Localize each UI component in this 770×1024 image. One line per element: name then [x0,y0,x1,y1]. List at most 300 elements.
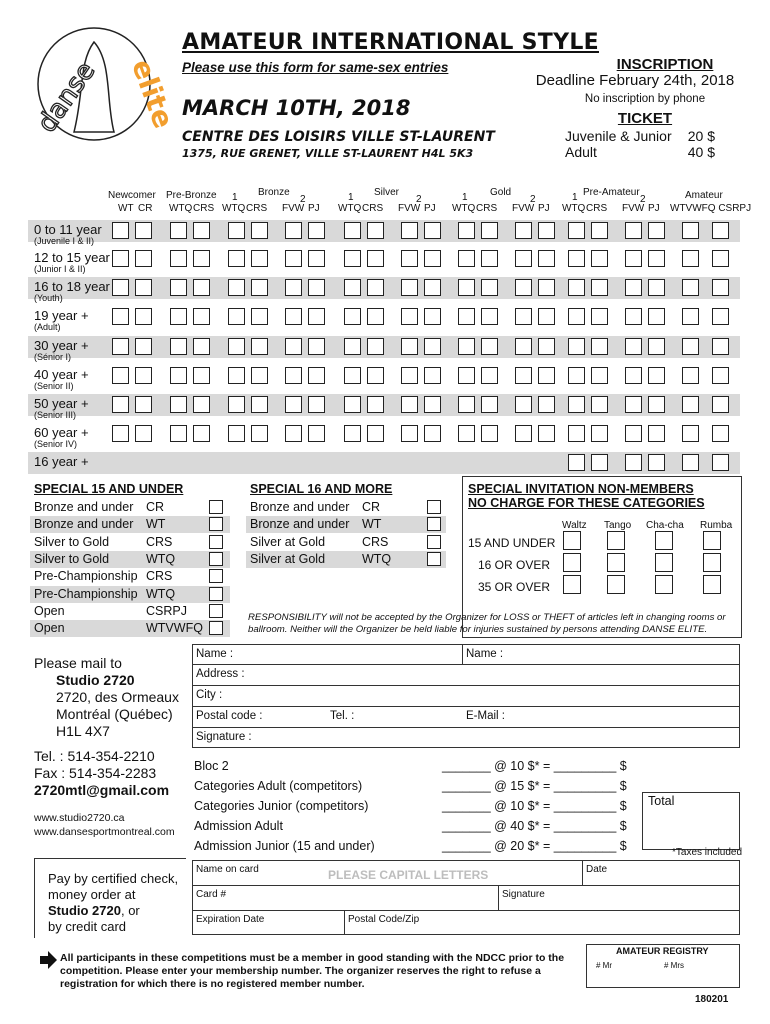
category-checkbox[interactable] [228,222,245,239]
special15-code: WTQ [146,586,176,601]
category-checkbox[interactable] [515,279,532,296]
level-2-label: 2 [300,194,306,205]
no-phone-note: No inscription by phone [584,93,706,105]
category-checkbox[interactable] [135,338,152,355]
category-checkbox[interactable] [367,367,384,384]
special15-label: Pre-Championship [34,586,138,601]
category-checkbox[interactable] [568,367,585,384]
age-row-label [34,222,102,246]
category-checkbox[interactable] [648,396,665,413]
category-checkbox[interactable] [401,222,418,239]
category-checkbox[interactable] [625,367,642,384]
category-checkbox[interactable] [135,425,152,442]
special16-code: CRS [362,534,389,549]
bloc-label: Admission Adult [194,819,283,833]
age-label: 50 year + [34,396,89,411]
category-checkbox[interactable] [424,425,441,442]
category-checkbox[interactable] [538,308,555,325]
category-checkbox[interactable] [228,250,245,267]
age-row-label [34,367,89,391]
ticket-title: TICKET [617,110,673,127]
category-checkbox[interactable] [112,250,129,267]
category-checkbox[interactable] [193,308,210,325]
category-checkbox[interactable] [712,338,729,355]
category-checkbox[interactable] [228,338,245,355]
category-checkbox[interactable] [401,338,418,355]
invitation-checkbox[interactable] [703,575,721,594]
category-checkbox[interactable] [308,367,325,384]
category-checkbox[interactable] [568,396,585,413]
category-checkbox[interactable] [251,308,268,325]
registry-mrs[interactable]: # Mrs [664,961,684,970]
special15-code: WTVWFQ [146,621,203,636]
category-checkbox[interactable] [591,425,608,442]
special15-checkbox[interactable] [209,587,223,601]
category-checkbox[interactable] [625,396,642,413]
level-1-label: 1 [348,192,354,203]
category-checkbox[interactable] [367,279,384,296]
category-checkbox[interactable] [401,396,418,413]
col-wtq: WTQ [222,203,246,214]
category-checkbox[interactable] [568,250,585,267]
invitation-checkbox[interactable] [655,531,673,550]
category-checkbox[interactable] [424,308,441,325]
special15-checkbox[interactable] [209,621,223,635]
col-fvw: FVW [622,203,645,214]
dance-label: Rumba [700,520,733,531]
special15-label: Open [34,603,65,618]
category-checkbox[interactable] [112,396,129,413]
card-number-field[interactable]: Card # [196,889,227,900]
category-checkbox[interactable] [308,250,325,267]
category-checkbox[interactable] [538,367,555,384]
special15-label: Bronze and under [34,517,134,532]
category-checkbox[interactable] [424,338,441,355]
category-checkbox[interactable] [344,308,361,325]
category-checkbox[interactable] [515,396,532,413]
mail-addr1: 2720, des Ormeaux [56,689,179,705]
age-category: (Senior II) [34,381,74,391]
category-checkbox[interactable] [568,338,585,355]
bloc-calc[interactable]: _______ @ 20 $* = _________ $ [442,839,627,853]
category-checkbox[interactable] [625,308,642,325]
category-checkbox[interactable] [367,250,384,267]
special16-title: SPECIAL 16 AND MORE [250,482,393,496]
category-checkbox[interactable] [112,338,129,355]
special16-checkbox[interactable] [427,517,441,531]
category-checkbox[interactable] [458,425,475,442]
category-checkbox[interactable] [515,222,532,239]
category-checkbox[interactable] [367,425,384,442]
category-checkbox[interactable] [401,425,418,442]
postal-zip-field[interactable]: Postal Code/Zip [348,914,420,925]
category-checkbox[interactable] [712,222,729,239]
category-checkbox[interactable] [135,396,152,413]
category-checkbox[interactable] [285,367,302,384]
category-checkbox[interactable] [285,425,302,442]
category-checkbox[interactable] [344,222,361,239]
category-checkbox[interactable] [193,279,210,296]
invitation-checkbox[interactable] [655,575,673,594]
col-crs: CRS [246,203,268,214]
category-checkbox[interactable] [458,367,475,384]
category-checkbox[interactable] [193,425,210,442]
age-category: (Juvenile I & II) [34,236,95,246]
category-checkbox[interactable] [712,367,729,384]
category-checkbox[interactable] [625,222,642,239]
category-checkbox[interactable] [591,308,608,325]
category-checkbox[interactable] [458,338,475,355]
col-fvw: FVW [282,203,305,214]
invitation-row-label: 15 AND UNDER [468,536,556,550]
category-checkbox[interactable] [568,454,585,471]
category-checkbox[interactable] [515,308,532,325]
invitation-checkbox[interactable] [607,531,625,550]
svg-text:elite: elite [125,54,181,133]
membership-notice: All participants in these competitions must be a member in good standing with the NDCC prior to the competition. Please enter your membership number. The organizer reserves the right to refuse a registration for which there is no registered member number. [60,952,565,990]
deadline: Deadline February 24th, 2018 [535,72,735,89]
age-row-label [34,396,89,420]
category-checkbox[interactable] [538,279,555,296]
invitation-checkbox[interactable] [563,531,581,550]
category-checkbox[interactable] [401,279,418,296]
category-checkbox[interactable] [112,367,129,384]
name-field-2[interactable]: Name : [466,648,504,660]
category-checkbox[interactable] [458,279,475,296]
category-checkbox[interactable] [538,338,555,355]
taxes-note: *Taxes included [672,847,743,858]
category-checkbox[interactable] [112,425,129,442]
category-checkbox[interactable] [170,396,187,413]
category-checkbox[interactable] [251,279,268,296]
category-checkbox[interactable] [712,308,729,325]
category-checkbox[interactable] [344,396,361,413]
address-field[interactable]: Address : [196,668,245,680]
invitation-checkbox[interactable] [703,553,721,572]
special15-checkbox[interactable] [209,604,223,618]
special15-checkbox[interactable] [209,535,223,549]
category-checkbox[interactable] [481,279,498,296]
category-checkbox[interactable] [712,425,729,442]
category-checkbox[interactable] [285,279,302,296]
special15-checkbox[interactable] [209,500,223,514]
category-checkbox[interactable] [193,367,210,384]
category-checkbox[interactable] [285,308,302,325]
pay-line3: Studio 2720, or [48,903,140,918]
category-checkbox[interactable] [112,222,129,239]
capitals-hint: PLEASE CAPITAL LETTERS [328,868,489,882]
category-checkbox[interactable] [625,425,642,442]
signature-field[interactable]: Signature : [196,731,252,743]
age-category: (Senior IV) [34,439,78,449]
name-on-card-field[interactable]: Name on card [196,864,259,875]
svg-text:danse: danse [31,56,102,139]
category-checkbox[interactable] [458,250,475,267]
mail-addr2: Montréal (Québec) [56,706,173,722]
category-checkbox[interactable] [135,279,152,296]
category-checkbox[interactable] [648,279,665,296]
special15-checkbox[interactable] [209,552,223,566]
email-field[interactable]: E-Mail : [466,710,505,722]
special15-checkbox[interactable] [209,569,223,583]
category-checkbox[interactable] [625,279,642,296]
category-checkbox[interactable] [135,367,152,384]
category-checkbox[interactable] [424,367,441,384]
category-checkbox[interactable] [568,279,585,296]
category-checkbox[interactable] [367,338,384,355]
category-checkbox[interactable] [568,425,585,442]
category-checkbox[interactable] [344,279,361,296]
group-newcomer: Newcomer [108,190,156,201]
category-checkbox[interactable] [712,279,729,296]
category-checkbox[interactable] [648,308,665,325]
category-checkbox[interactable] [682,250,699,267]
category-checkbox[interactable] [285,222,302,239]
category-checkbox[interactable] [112,279,129,296]
col-fvw: FVW [398,203,421,214]
special16-label: Bronze and under [250,517,350,532]
special16-checkbox[interactable] [427,552,441,566]
special16-label: Silver at Gold [250,551,326,566]
tel-field[interactable]: Tel. : [330,710,355,722]
total-label: Total [648,794,675,808]
category-checkbox[interactable] [458,222,475,239]
invitation-checkbox[interactable] [607,575,625,594]
category-checkbox[interactable] [682,338,699,355]
category-checkbox[interactable] [308,425,325,442]
category-checkbox[interactable] [367,308,384,325]
category-checkbox[interactable] [251,396,268,413]
responsibility-note: RESPONSIBILITY will not be accepted by the Organizer for LOSS or THEFT of articles left in changing rooms or ballroom. Neither will the Organizer be held liable for injuries sustained by persons attending DANSE ELITE. [248,612,726,635]
category-checkbox[interactable] [228,279,245,296]
category-checkbox[interactable] [228,367,245,384]
category-checkbox[interactable] [170,367,187,384]
ticket-label: Juvenile & Junior [565,128,672,144]
category-checkbox[interactable] [515,338,532,355]
category-checkbox[interactable] [135,250,152,267]
date-field[interactable]: Date [586,864,608,875]
category-checkbox[interactable] [625,338,642,355]
age-row-label [34,454,89,469]
expiration-field[interactable]: Expiration Date [196,914,265,925]
category-checkbox[interactable] [424,222,441,239]
category-checkbox[interactable] [193,250,210,267]
invitation-title-2: NO CHARGE FOR THESE CATEGORIES [468,496,705,510]
special15-label: Silver to Gold [34,534,110,549]
group-silver: Silver [374,187,400,198]
city-field[interactable]: City : [196,689,223,701]
category-checkbox[interactable] [481,222,498,239]
invitation-checkbox[interactable] [563,553,581,572]
mail-web1: www.studio2720.ca [34,812,125,824]
category-checkbox[interactable] [591,279,608,296]
category-checkbox[interactable] [682,396,699,413]
category-checkbox[interactable] [285,396,302,413]
age-category: (Junior I & II) [34,264,86,274]
category-checkbox[interactable] [648,425,665,442]
category-checkbox[interactable] [193,396,210,413]
col-crs: CRS [362,203,384,214]
category-checkbox[interactable] [568,308,585,325]
special16-checkbox[interactable] [427,500,441,514]
category-checkbox[interactable] [648,222,665,239]
category-checkbox[interactable] [170,279,187,296]
col-crs: CRS [193,203,215,214]
category-checkbox[interactable] [344,250,361,267]
category-checkbox[interactable] [170,222,187,239]
category-checkbox[interactable] [591,367,608,384]
registry-mr[interactable]: # Mr [596,961,612,970]
col-pj: PJ [648,203,660,214]
category-checkbox[interactable] [648,454,665,471]
category-checkbox[interactable] [135,222,152,239]
category-checkbox[interactable] [682,454,699,471]
category-checkbox[interactable] [481,250,498,267]
category-checkbox[interactable] [228,425,245,442]
category-checkbox[interactable] [458,308,475,325]
card-signature-field[interactable]: Signature [502,889,545,900]
category-checkbox[interactable] [481,367,498,384]
category-checkbox[interactable] [515,250,532,267]
category-checkbox[interactable] [367,222,384,239]
ticket-row [565,128,715,144]
category-checkbox[interactable] [135,308,152,325]
bloc-calc[interactable]: _______ @ 10 $* = _________ $ [442,759,627,773]
category-checkbox[interactable] [591,250,608,267]
category-checkbox[interactable] [538,425,555,442]
category-checkbox[interactable] [682,279,699,296]
category-checkbox[interactable] [682,222,699,239]
category-checkbox[interactable] [625,454,642,471]
bloc-calc[interactable]: _______ @ 40 $* = _________ $ [442,819,627,833]
dance-label: Cha-cha [646,520,684,531]
category-checkbox[interactable] [648,367,665,384]
category-checkbox[interactable] [538,396,555,413]
category-checkbox[interactable] [424,396,441,413]
category-checkbox[interactable] [481,396,498,413]
invitation-checkbox[interactable] [655,553,673,572]
form-code: 180201 [695,994,729,1005]
age-category: (Youth) [34,293,63,303]
category-checkbox[interactable] [308,396,325,413]
category-checkbox[interactable] [251,250,268,267]
category-checkbox[interactable] [228,396,245,413]
col-crs: CRS [586,203,608,214]
col-wt: WT [118,203,134,214]
category-checkbox[interactable] [285,250,302,267]
age-category: (Adult) [34,322,61,332]
category-checkbox[interactable] [251,367,268,384]
category-checkbox[interactable] [170,308,187,325]
category-checkbox[interactable] [308,308,325,325]
category-checkbox[interactable] [401,308,418,325]
age-label: 12 to 15 year [34,250,110,265]
invitation-checkbox[interactable] [563,575,581,594]
special16-checkbox[interactable] [427,535,441,549]
special15-title: SPECIAL 15 AND UNDER [34,482,184,496]
category-checkbox[interactable] [481,425,498,442]
category-checkbox[interactable] [712,454,729,471]
category-checkbox[interactable] [458,396,475,413]
category-checkbox[interactable] [170,250,187,267]
category-checkbox[interactable] [591,222,608,239]
postal-field[interactable]: Postal code : [196,710,263,722]
col-wtq: WTQ [452,203,476,214]
special15-checkbox[interactable] [209,517,223,531]
category-checkbox[interactable] [308,338,325,355]
category-checkbox[interactable] [344,425,361,442]
special16-code: WT [362,517,382,532]
category-checkbox[interactable] [112,308,129,325]
category-checkbox[interactable] [538,250,555,267]
category-checkbox[interactable] [193,222,210,239]
category-checkbox[interactable] [251,425,268,442]
category-checkbox[interactable] [251,222,268,239]
category-checkbox[interactable] [591,338,608,355]
special15-code: CRS [146,569,173,584]
category-checkbox[interactable] [712,396,729,413]
inscription-title: INSCRIPTION [616,56,714,73]
category-checkbox[interactable] [344,367,361,384]
bloc-calc[interactable]: _______ @ 10 $* = _________ $ [442,799,627,813]
category-checkbox[interactable] [424,279,441,296]
category-checkbox[interactable] [344,338,361,355]
category-checkbox[interactable] [170,425,187,442]
category-checkbox[interactable] [481,338,498,355]
invitation-checkbox[interactable] [607,553,625,572]
invitation-checkbox[interactable] [703,531,721,550]
category-checkbox[interactable] [401,250,418,267]
page-subtitle: Please use this form for same-sex entries [182,60,449,75]
level-2-label: 2 [416,194,422,205]
age-row-label [34,279,110,303]
age-row-label [34,250,110,274]
category-checkbox[interactable] [170,338,187,355]
category-checkbox[interactable] [401,367,418,384]
category-checkbox[interactable] [682,425,699,442]
danse-elite-logo [24,22,181,172]
category-checkbox[interactable] [648,250,665,267]
category-checkbox[interactable] [228,308,245,325]
category-checkbox[interactable] [591,396,608,413]
category-checkbox[interactable] [308,279,325,296]
category-checkbox[interactable] [193,338,210,355]
category-checkbox[interactable] [515,367,532,384]
category-checkbox[interactable] [625,250,642,267]
name-field-1[interactable]: Name : [196,648,234,660]
category-checkbox[interactable] [568,222,585,239]
category-checkbox[interactable] [648,338,665,355]
category-checkbox[interactable] [515,425,532,442]
category-checkbox[interactable] [251,338,268,355]
special15-code: WT [146,517,166,532]
category-checkbox[interactable] [424,250,441,267]
category-checkbox[interactable] [367,396,384,413]
category-checkbox[interactable] [682,367,699,384]
event-address: 1375, RUE GRENET, VILLE ST-LAURENT H4L 5K3 [182,147,474,160]
category-checkbox[interactable] [285,338,302,355]
category-checkbox[interactable] [538,222,555,239]
invitation-row-label: 16 OR OVER [478,558,551,572]
category-checkbox[interactable] [308,222,325,239]
category-checkbox[interactable] [481,308,498,325]
level-1-label: 1 [232,192,238,203]
special15-code: WTQ [146,551,176,566]
bloc-calc[interactable]: _______ @ 15 $* = _________ $ [442,779,627,793]
category-checkbox[interactable] [591,454,608,471]
category-checkbox[interactable] [682,308,699,325]
category-checkbox[interactable] [712,250,729,267]
